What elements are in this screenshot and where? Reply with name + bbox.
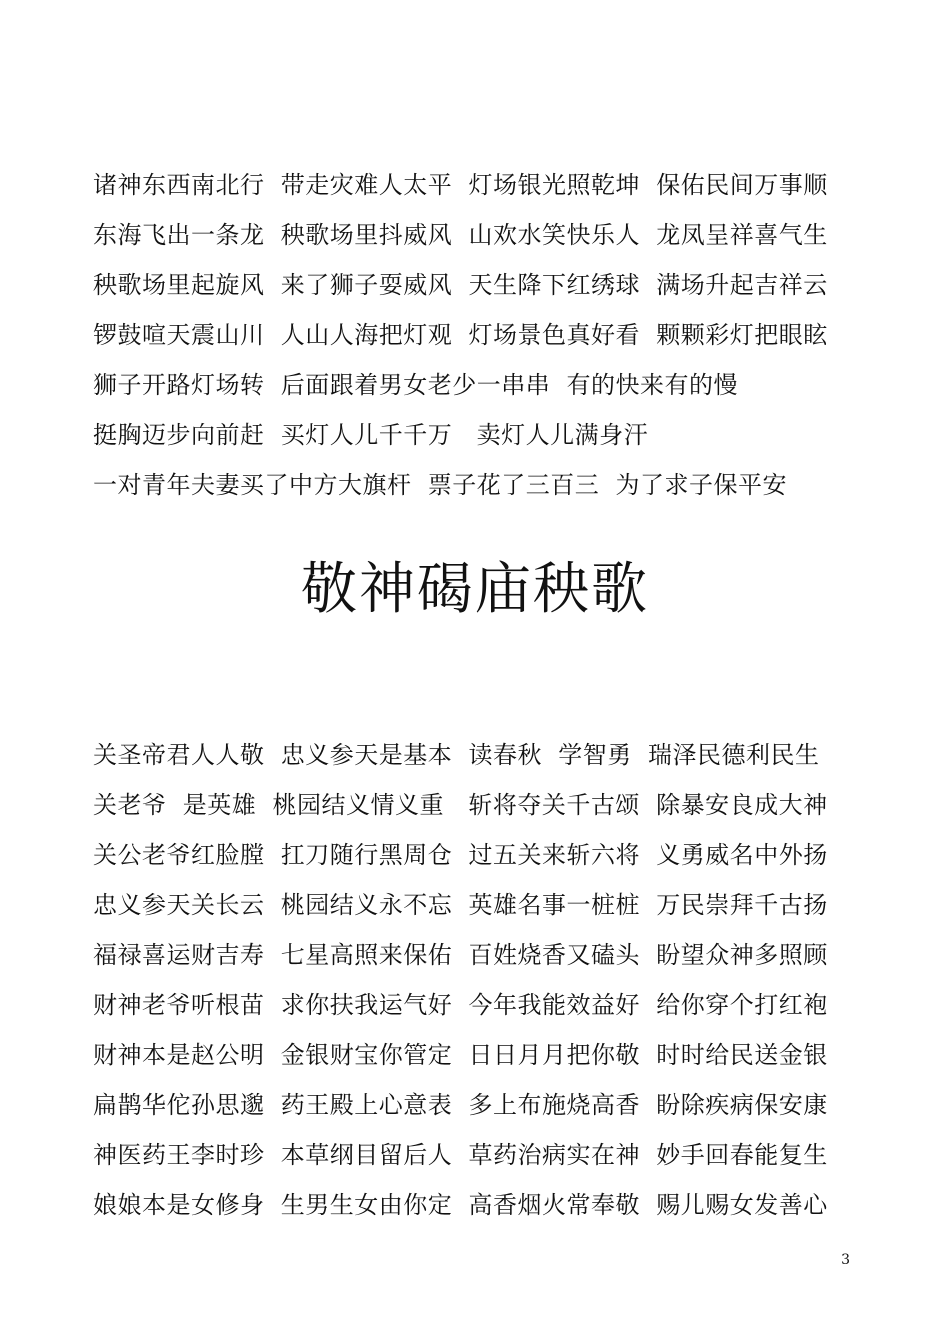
verse-line: 财神本是赵公明 金银财宝你管定 日日月月把你敬 时时给民送金银: [93, 1041, 828, 1069]
verse-line: 娘娘本是女修身 生男生女由你定 高香烟火常奉敬 赐儿赐女发善心: [93, 1191, 828, 1219]
verse-line: 挺胸迈步向前赶 买灯人儿千千万 卖灯人儿满身汗: [93, 421, 649, 449]
verse-line: 狮子开路灯场转 后面跟着男女老少一串串 有的快来有的慢: [93, 371, 739, 399]
verse-line: 秧歌场里起旋风 来了狮子耍威风 天生降下红绣球 满场升起吉祥云: [93, 271, 828, 299]
verse-block-bottom: [93, 730, 883, 1230]
verse-line: 一对青年夫妻买了中方大旗杆 票子花了三百三 为了求子保平安: [93, 471, 788, 499]
verse-line: 关老爷 是英雄 桃园结义情义重 斩将夺关千古颂 除暴安良成大神: [93, 791, 828, 819]
verse-line: 财神老爷听根苗 求你扶我运气好 今年我能效益好 给你穿个打红袍: [93, 991, 828, 1019]
verse-line: 扁鹊华佗孙思邈 药王殿上心意表 多上布施烧高香 盼除疾病保安康: [93, 1091, 828, 1119]
verse-line: 忠义参天关长云 桃园结义永不忘 英雄名事一桩桩 万民崇拜千古扬: [93, 891, 828, 919]
verse-line: 关公老爷红脸膛 扛刀随行黑周仓 过五关来斩六将 义勇威名中外扬: [93, 841, 828, 869]
verse-block-top: [93, 160, 883, 510]
verse-line: 福禄喜运财吉寿 七星高照来保佑 百姓烧香又磕头 盼望众神多照顾: [93, 941, 828, 969]
verse-line: 锣鼓喧天震山川 人山人海把灯观 灯场景色真好看 颗颗彩灯把眼眩: [93, 321, 828, 349]
verse-line: 诸神东西南北行 带走灾难人太平 灯场银光照乾坤 保佑民间万事顺: [93, 171, 828, 199]
page-number: 3: [841, 1252, 850, 1268]
section-title: 敬神碣庙秧歌: [301, 557, 649, 622]
verse-line: 东海飞出一条龙 秧歌场里抖威风 山欢水笑快乐人 龙凤呈祥喜气生: [93, 221, 828, 249]
verse-line: 神医药王李时珍 本草纲目留后人 草药治病实在神 妙手回春能复生: [93, 1141, 828, 1169]
verse-line: 关圣帝君人人敬 忠义参天是基本 读春秋 学智勇 瑞泽民德利民生: [93, 741, 820, 769]
